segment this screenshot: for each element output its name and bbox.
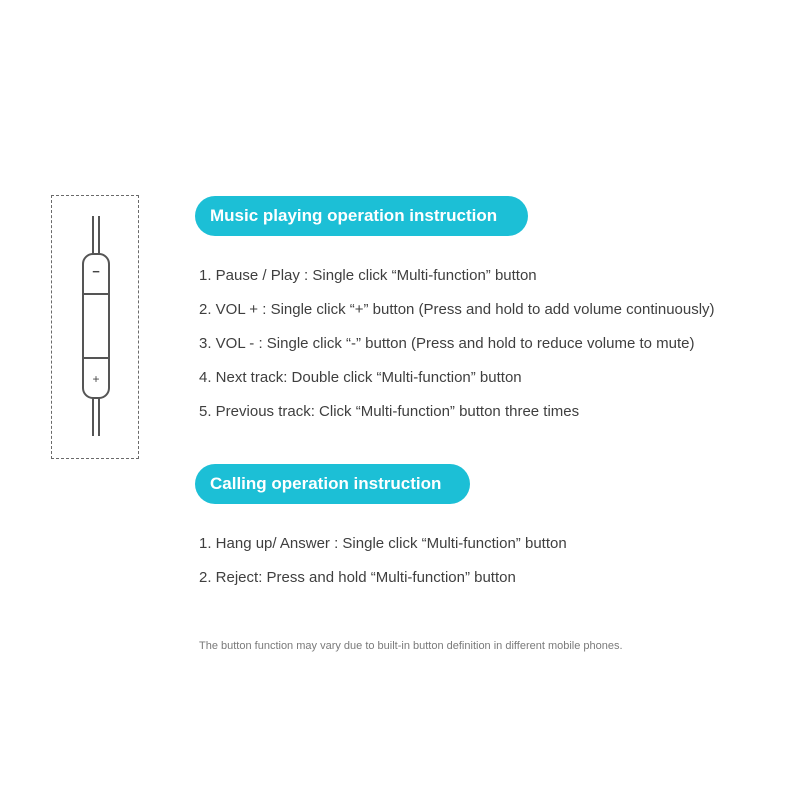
minus-button-symbol: −	[92, 264, 100, 279]
calling-instruction-item: 1. Hang up/ Answer : Single click “Multi-function” button	[199, 535, 567, 552]
music-instruction-item: 5. Previous track: Click “Multi-function” button three times	[199, 403, 580, 420]
music-instruction-list	[199, 267, 715, 437]
calling-instruction-list	[199, 535, 567, 603]
footnote: The button function may vary due to built-in button definition in different mobile phones.	[199, 640, 623, 652]
music-instruction-item: 4. Next track: Double click “Multi-function” button	[199, 369, 522, 386]
calling-section-title: Calling operation instruction	[195, 464, 470, 504]
calling-instruction-item: 2. Reject: Press and hold “Multi-function” button	[199, 569, 516, 586]
plus-button-symbol: +	[92, 372, 100, 386]
remote-control-icon	[52, 196, 140, 460]
music-instruction-item: 2. VOL + : Single click “+” button (Press and hold to add volume continuously)	[199, 301, 715, 318]
music-instruction-item: 1. Pause / Play : Single click “Multi-function” button	[199, 267, 537, 284]
remote-illustration-frame	[51, 195, 139, 459]
music-instruction-item: 3. VOL - : Single click “-” button (Press and hold to reduce volume to mute)	[199, 335, 695, 352]
music-section-title: Music playing operation instruction	[195, 196, 528, 236]
